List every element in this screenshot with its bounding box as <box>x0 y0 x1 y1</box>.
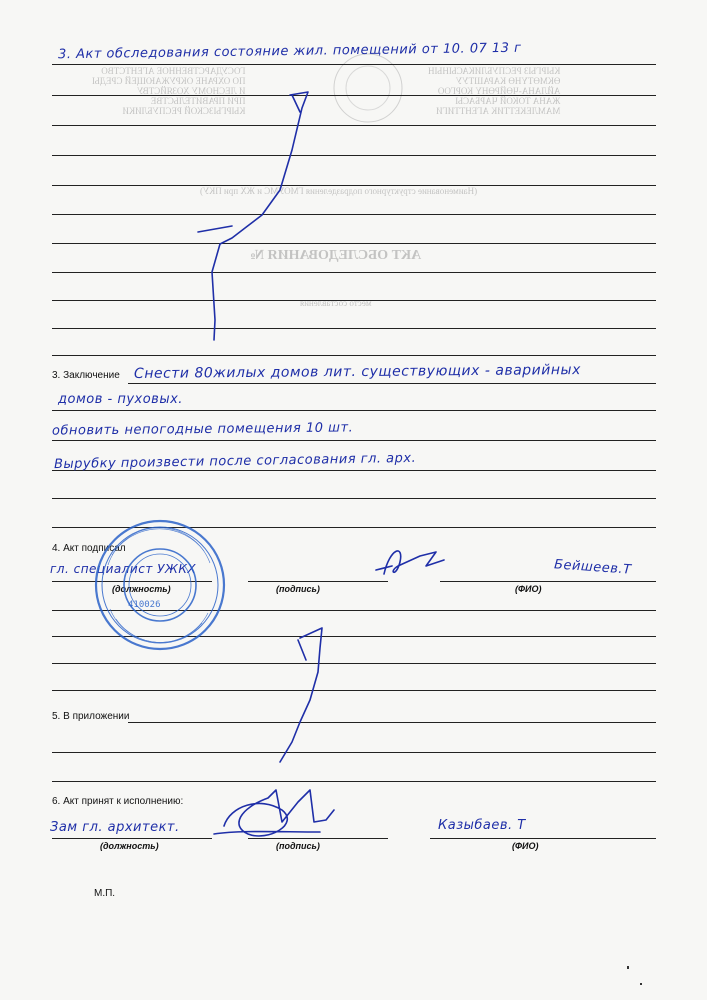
handwritten-conclusion-4: Вырубку произвести после согласования гл. арх. <box>53 450 417 473</box>
bleed-place-caption: место составления <box>300 298 372 308</box>
caption-fio: (ФИО) <box>515 584 542 594</box>
bleed-left-block: ГОСУДАРСТВЕННОЕ АГЕНТСТВО ПО ОХРАНЕ ОКРУЖАЮЩЕЙ СРЕДЫ И ЛЕСНОМУ ХОЗЯЙСТВУ ПРИ ПРАВИТЕЛЬСТВЕ КЫРГЫЗСКОЙ РЕСПУБЛИКИ <box>92 66 246 116</box>
handwritten-accepted-name: Казыбаев. Т <box>438 818 526 833</box>
caption-position: (должность) <box>112 584 171 594</box>
conclusion-label: 3. Заключение <box>52 370 120 381</box>
stamp-place-label: М.П. <box>94 888 116 899</box>
handwritten-conclusion-2: домов - пуховых. <box>58 392 183 407</box>
bleed-org-caption: (Наименование структурного подразделения ГМОУМС и ЖХ при ПКУ) <box>200 186 478 196</box>
appendix-label: 5. В приложении <box>52 711 130 722</box>
signed-label: 4. Акт подписал <box>52 543 126 554</box>
accepted-label: 6. Акт принят к исполнению: <box>52 796 184 807</box>
corner-mark <box>627 966 629 969</box>
stamp-number: 410026 <box>128 600 161 610</box>
handwritten-conclusion-3: обновить непогодные помещения 10 шт. <box>51 420 354 439</box>
caption-fio-2: (ФИО) <box>512 841 539 851</box>
bleed-title: АКТ ОБСЛЕДОВАНИЯ № <box>250 248 422 263</box>
handwritten-accepted-position: Зам гл. архитект. <box>50 820 180 835</box>
caption-signature-2: (подпись) <box>276 841 320 851</box>
caption-signature: (подпись) <box>276 584 320 594</box>
corner-mark <box>640 983 642 985</box>
handwritten-line-1: 3. Акт обследования состояние жил. помещений от 10. 07 13 г <box>57 40 522 63</box>
caption-position-2: (должность) <box>100 841 159 851</box>
handwritten-conclusion-1: Снести 80жилых домов лит. существующих - аварийных <box>133 362 581 382</box>
bleed-right-block: КЫРГЫЗ РЕСПУБЛИКАСЫНЫН ӨКМӨТҮНӨ КАРАШТУУ АЙЛАНА-ЧӨЙРӨНҮ КОРГОО ЖАНА ТОКОЙ ЧАРБАСЫ МАМЛЕКЕТТИК АГЕНТТИГИ <box>428 66 561 116</box>
handwritten-signer-position: гл. специалист УЖКХ <box>50 562 197 576</box>
handwritten-signer-name: Бейшеев.Т <box>553 557 632 578</box>
